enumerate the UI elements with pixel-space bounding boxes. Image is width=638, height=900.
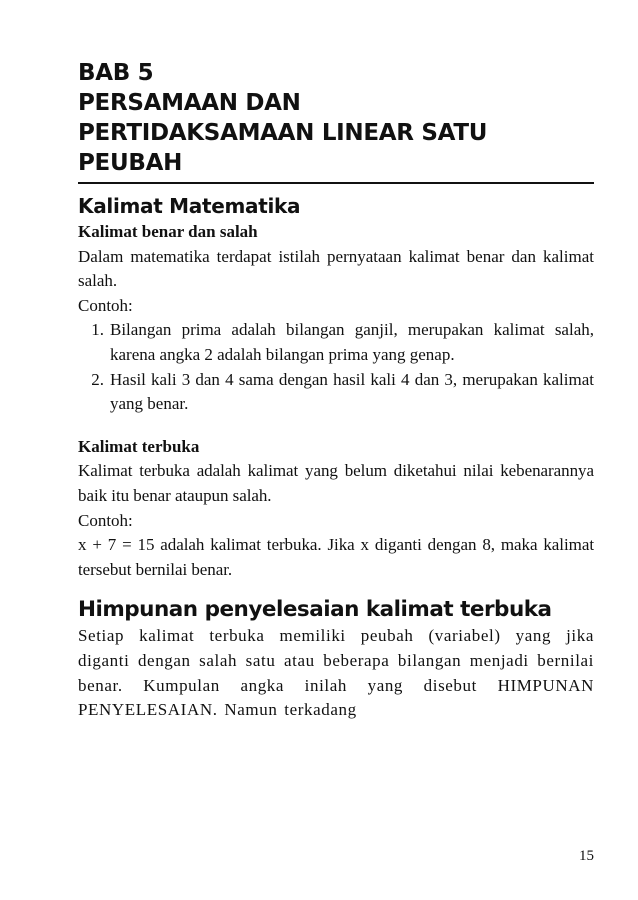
list-item [78,368,594,417]
list-text: Bilangan prima adalah bilangan ganjil, merupakan kalimat salah, karena angka 2 adalah bilangan prima yang genap. [110,320,594,364]
page-number: 15 [579,848,594,864]
example-label: Contoh: [78,295,133,315]
example-label: Contoh: [78,510,133,530]
section-heading-kalimat-matematika: Kalimat Matematika [78,194,301,218]
section-heading-himpunan-penyelesaian: Himpunan penyelesaian kalimat terbuka [78,597,552,623]
chapter-title-line: PEUBAH [78,150,183,176]
paragraph-himpunan: Setiap kalimat terbuka memiliki peubah (variabel) yang jika diganti dengan salah satu atau beberapa bilangan menjadi bernilai benar. Kumpulan angka inilah yang disebut HIMPUNAN PENYELESAIAN. Namun terkadang [78,626,594,720]
chapter-title-line: PERSAMAAN DAN [78,90,301,116]
page-content [78,58,594,723]
chapter-title [78,58,594,184]
paragraph-definition: Kalimat terbuka adalah kalimat yang belum diketahui nilai kebenarannya baik itu benar ataupun salah. [78,461,594,505]
subheading-kalimat-benar-salah: Kalimat benar dan salah [78,222,258,241]
list-number: 1. [91,320,104,340]
paragraph-intro: Dalam matematika terdapat istilah pernyataan kalimat benar dan kalimat salah. [78,246,594,291]
list-text: Hasil kali 3 dan 4 sama dengan hasil kali 4 dan 3, merupakan kalimat yang benar. [110,369,594,414]
paragraph-example: x + 7 = 15 adalah kalimat terbuka. Jika x diganti dengan 8, maka kalimat tersebut bernilai benar. [78,535,594,579]
chapter-title-line: PERTIDAKSAMAAN LINEAR SATU [78,120,488,146]
list-item [78,318,594,367]
list-number: 2. [91,369,104,389]
chapter-title-line: BAB 5 [78,60,154,86]
example-list [78,318,594,416]
subheading-kalimat-terbuka: Kalimat terbuka [78,436,200,456]
